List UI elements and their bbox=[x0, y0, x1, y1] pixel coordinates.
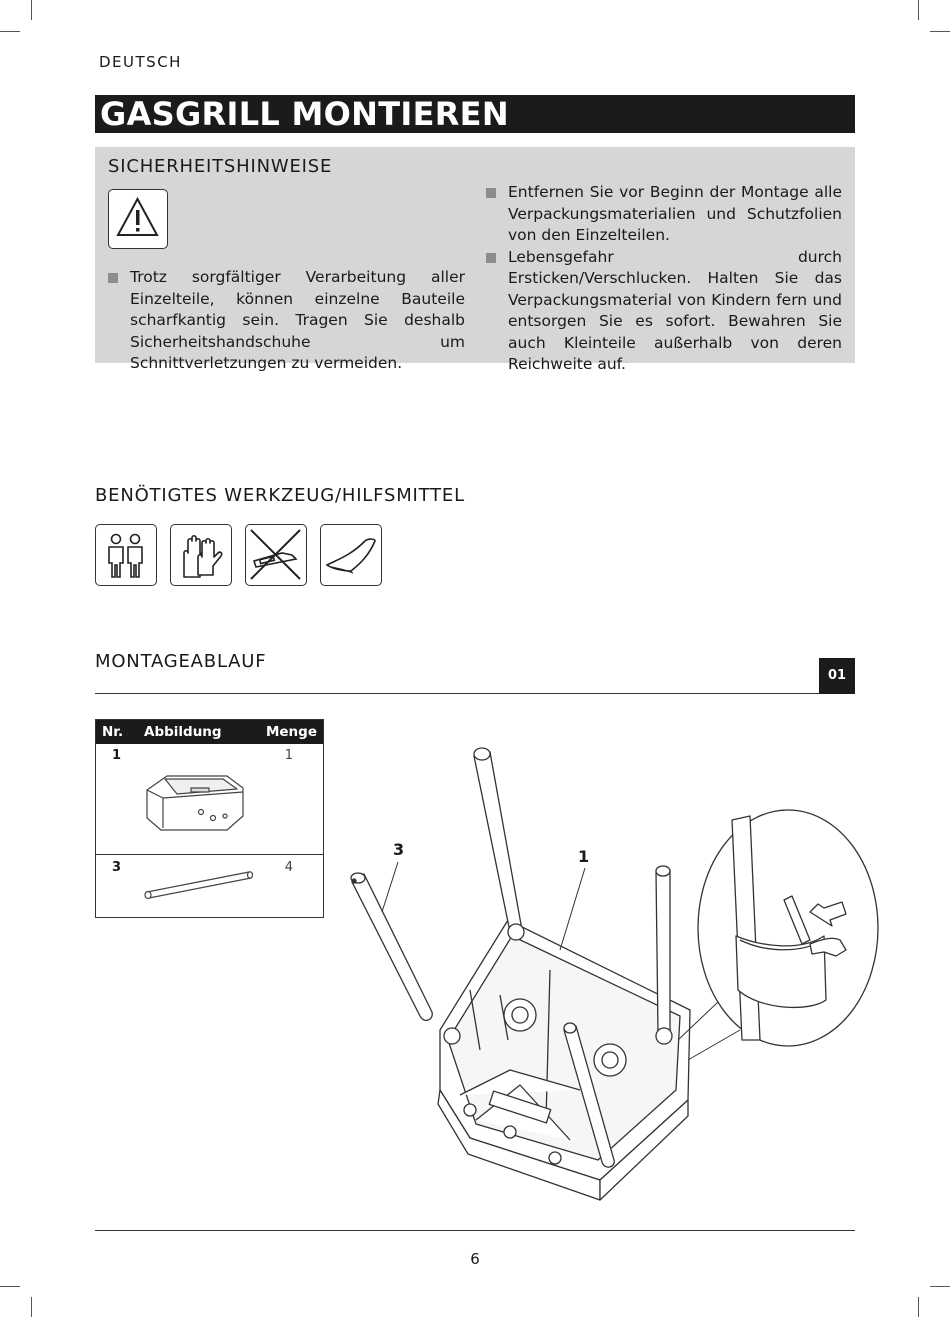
part-quantity: 4 bbox=[284, 860, 293, 875]
table-row bbox=[96, 748, 323, 856]
page-number: 6 bbox=[470, 1250, 480, 1268]
safety-bullet: Entfernen Sie vor Beginn der Montage alle Verpackungsmaterialien und Schutzfolien von den Einzelteilen. bbox=[486, 182, 842, 247]
crop-mark bbox=[918, 0, 919, 20]
table-row bbox=[96, 860, 323, 915]
leg-tube-icon bbox=[141, 868, 259, 902]
safety-heading: SICHERHEITSHINWEISE bbox=[108, 156, 333, 177]
crop-mark bbox=[0, 1286, 20, 1287]
crop-mark bbox=[930, 1286, 950, 1287]
crop-mark bbox=[930, 31, 950, 32]
part-number: 1 bbox=[112, 748, 122, 763]
no-cutter-icon bbox=[245, 524, 307, 586]
two-persons-icon bbox=[95, 524, 157, 586]
gloves-icon bbox=[170, 524, 232, 586]
language-label: DEUTSCH bbox=[99, 53, 182, 71]
warning-triangle-icon bbox=[108, 189, 168, 249]
section-divider bbox=[95, 693, 819, 694]
assembly-heading: MONTAGEABLAUF bbox=[95, 651, 267, 672]
col-header-figure: Abbildung bbox=[144, 724, 222, 740]
part-number: 3 bbox=[112, 860, 122, 875]
safety-right-column bbox=[486, 182, 842, 376]
step-number-badge: 01 bbox=[819, 658, 855, 694]
page-title: GASGRILL MONTIEREN bbox=[95, 95, 855, 133]
tools-heading: BENÖTIGTES WERKZEUG/HILFSMITTEL bbox=[95, 485, 465, 506]
crop-mark bbox=[0, 31, 20, 32]
parts-table bbox=[95, 719, 324, 918]
col-header-nr: Nr. bbox=[102, 724, 124, 740]
part-quantity: 1 bbox=[284, 748, 293, 763]
safety-left-column bbox=[108, 267, 465, 375]
parts-table-header bbox=[96, 720, 323, 744]
callout-label: 1 bbox=[578, 847, 590, 866]
assembly-illustration bbox=[340, 740, 885, 1210]
safety-notice-box bbox=[95, 147, 855, 373]
crop-mark bbox=[31, 1297, 32, 1317]
safety-bullet: Trotz sorgfältiger Verarbeitung aller Einzelteile, können einzelne Bauteile scharfkantig sein. Tragen Sie deshalb Sicherheitshandschuhe um Schnittverletzungen zu vermeiden. bbox=[108, 267, 465, 375]
protective-pad-icon bbox=[320, 524, 382, 586]
table-row-divider bbox=[96, 854, 323, 855]
safety-bullet: Lebensgefahr durch Ersticken/Verschlucken. Halten Sie das Verpackungsmaterial von Kindern fern und entsorgen Sie es sofort. Bewahren Sie auch Kleinteile außerhalb von deren Reichweite auf. bbox=[486, 247, 842, 376]
callout-label: 3 bbox=[393, 840, 405, 859]
col-header-qty: Menge bbox=[265, 724, 317, 740]
footer-divider bbox=[95, 1230, 855, 1231]
grill-body-icon bbox=[141, 768, 253, 838]
crop-mark bbox=[31, 0, 32, 20]
crop-mark bbox=[918, 1297, 919, 1317]
